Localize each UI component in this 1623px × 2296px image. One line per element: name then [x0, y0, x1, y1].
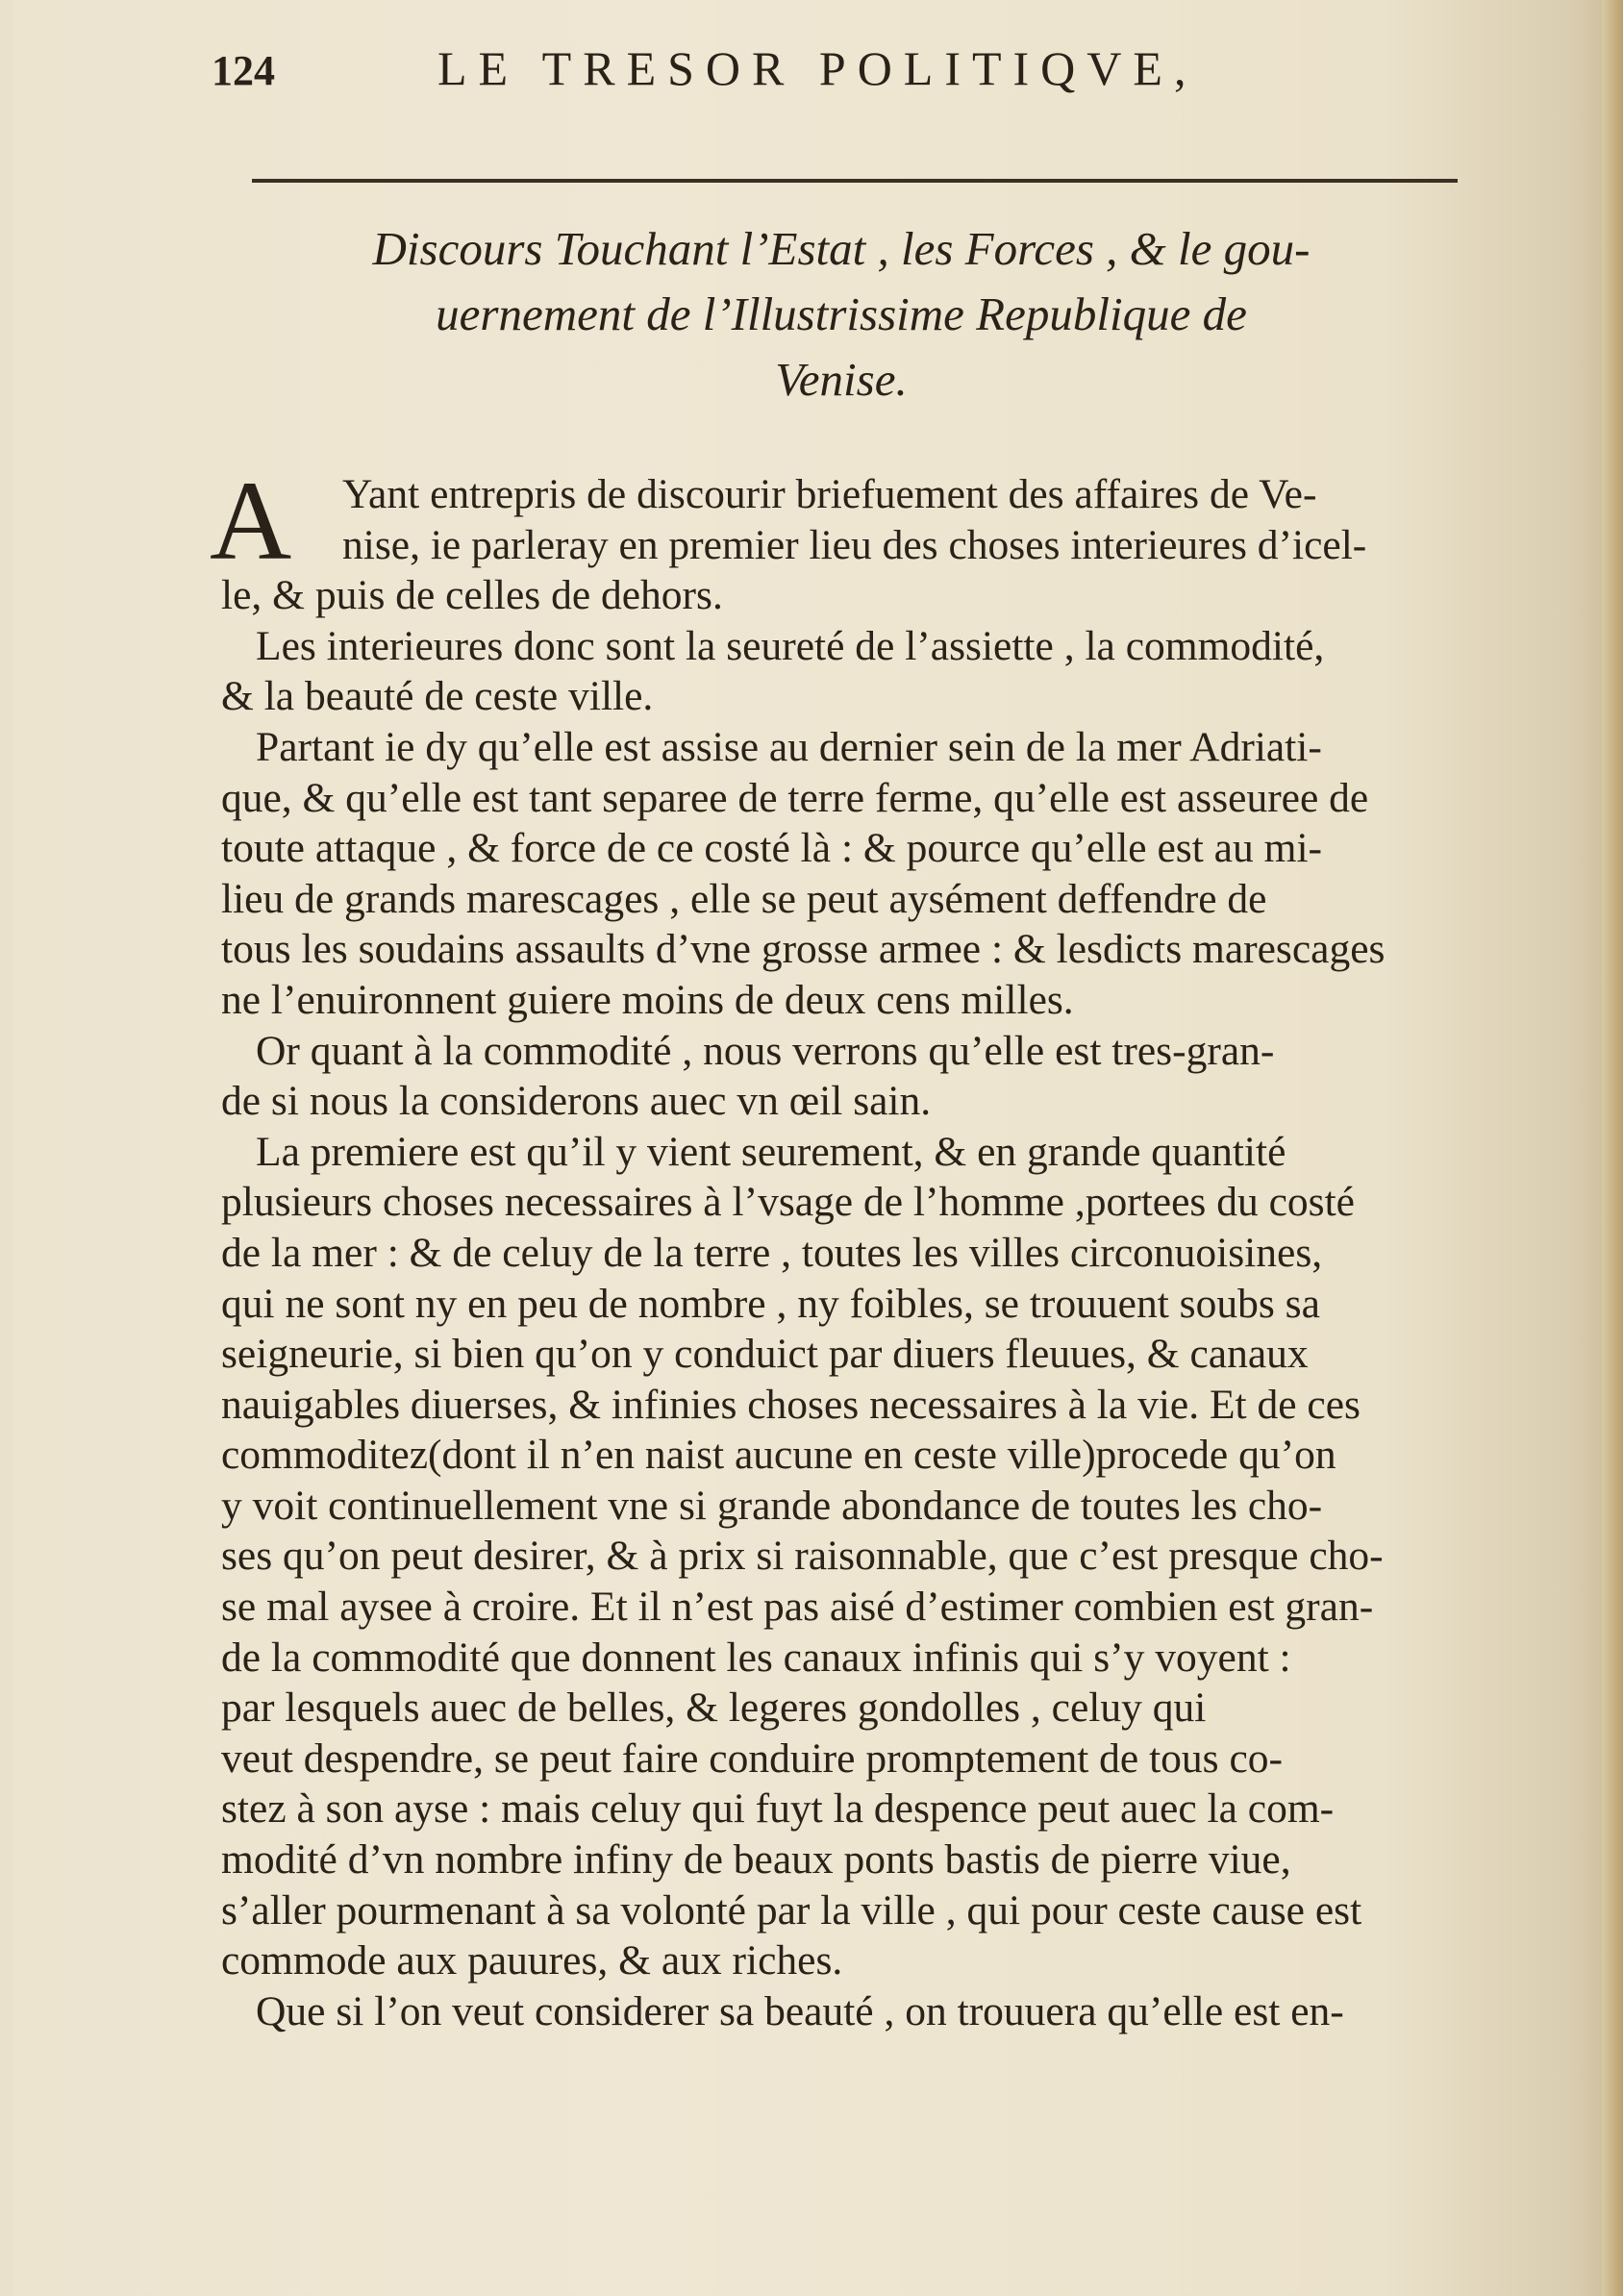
- text-line: Yant entrepris de discourir briefuement des affaires de Ve-: [342, 471, 1317, 517]
- header-rule: [252, 179, 1458, 183]
- text-line: commoditez(dont il n’en naist aucune en ceste ville)procede qu’on: [221, 1432, 1336, 1479]
- text-line: ne l’enuironnent guiere moins de deux cens milles.: [221, 976, 1074, 1023]
- text-line: y voit continuellement vne si grande abondance de toutes les cho-: [221, 1482, 1323, 1529]
- text-line: seigneurie, si bien qu’on y conduict par diuers fleuues, & canaux: [221, 1331, 1309, 1378]
- drop-cap: A: [210, 458, 292, 584]
- text-line: de la commodité que donnent les canaux infinis qui s’y voyent :: [221, 1634, 1291, 1681]
- text-line: nise, ie parleray en premier lieu des choses interieures d’icel-: [342, 521, 1367, 568]
- title-line: Discours Touchant l’Estat , les Forces , & le gou-: [372, 222, 1311, 275]
- text-line: toute attaque , & force de ce costé là : & pource qu’elle est au mi-: [221, 825, 1323, 872]
- text-line: s’aller pourmenant à sa volonté par la ville , qui pour ceste cause est: [221, 1886, 1362, 1934]
- text-line: lieu de grands marescages , elle se peut aysément deffendre de: [221, 875, 1267, 922]
- running-title: LE TRESOR POLITIQVE,: [437, 41, 1198, 95]
- text-line: que, & qu’elle est tant separee de terre ferme, qu’elle est asseuree de: [221, 774, 1369, 821]
- text-line: plusieurs choses necessaires à l’vsage de l’homme ,portees du costé: [221, 1179, 1355, 1226]
- page-header: [212, 38, 1461, 115]
- body-text: [221, 469, 1471, 2036]
- text-line: qui ne sont ny en peu de nombre , ny foibles, se trouuent soubs sa: [221, 1280, 1320, 1327]
- text-line: modité d’vn nombre infiny de beaux ponts bastis de pierre viue,: [221, 1836, 1291, 1884]
- text-line: de si nous la considerons auec vn œil sain.: [221, 1078, 932, 1125]
- text-line: ses qu’on peut desirer, & à prix si raisonnable, que c’est presque cho-: [221, 1533, 1384, 1580]
- text-line: & la beauté de ceste ville.: [221, 673, 654, 720]
- text-line: de la mer : & de celuy de la terre , toutes les villes circonuoisines,: [221, 1229, 1323, 1276]
- text-line: Que si l’on veut considerer sa beauté , on trouuera qu’elle est en-: [256, 1987, 1344, 2034]
- title-line: uernement de l’Illustrissime Republique de: [436, 287, 1247, 340]
- text-line: stez à son ayse : mais celuy qui fuyt la despence peut auec la com-: [221, 1785, 1335, 1833]
- page-edge: [1602, 0, 1623, 2296]
- title-line: Venise.: [775, 353, 908, 406]
- text-line: veut despendre, se peut faire conduire promptement de tous co-: [221, 1734, 1284, 1782]
- text-line: se mal aysee à croire. Et il n’est pas aisé d’estimer combien est gran-: [221, 1584, 1374, 1631]
- text-line: Les interieures donc sont la seureté de l’assiette , la commodité,: [256, 622, 1325, 669]
- text-line: tous les soudains assaults d’vne grosse armee : & lesdicts marescages: [221, 926, 1386, 973]
- text-line: le, & puis de celles de dehors.: [221, 572, 723, 619]
- text-line: par lesquels auec de belles, & legeres gondolles , celuy qui: [221, 1685, 1207, 1732]
- text-line: Partant ie dy qu’elle est assise au dernier sein de la mer Adriati-: [256, 723, 1322, 770]
- text-line: commode aux pauures, & aux riches.: [221, 1937, 843, 1984]
- text-line: Or quant à la commodité , nous verrons qu’elle est tres-gran-: [256, 1027, 1275, 1074]
- text-line: La premiere est qu’il y vient seurement, & en grande quantité: [256, 1128, 1286, 1175]
- discourse-title: [288, 216, 1394, 412]
- text-line: nauigables diuerses, & infinies choses necessaires à la vie. Et de ces: [221, 1381, 1361, 1428]
- page-number: 124: [212, 47, 275, 94]
